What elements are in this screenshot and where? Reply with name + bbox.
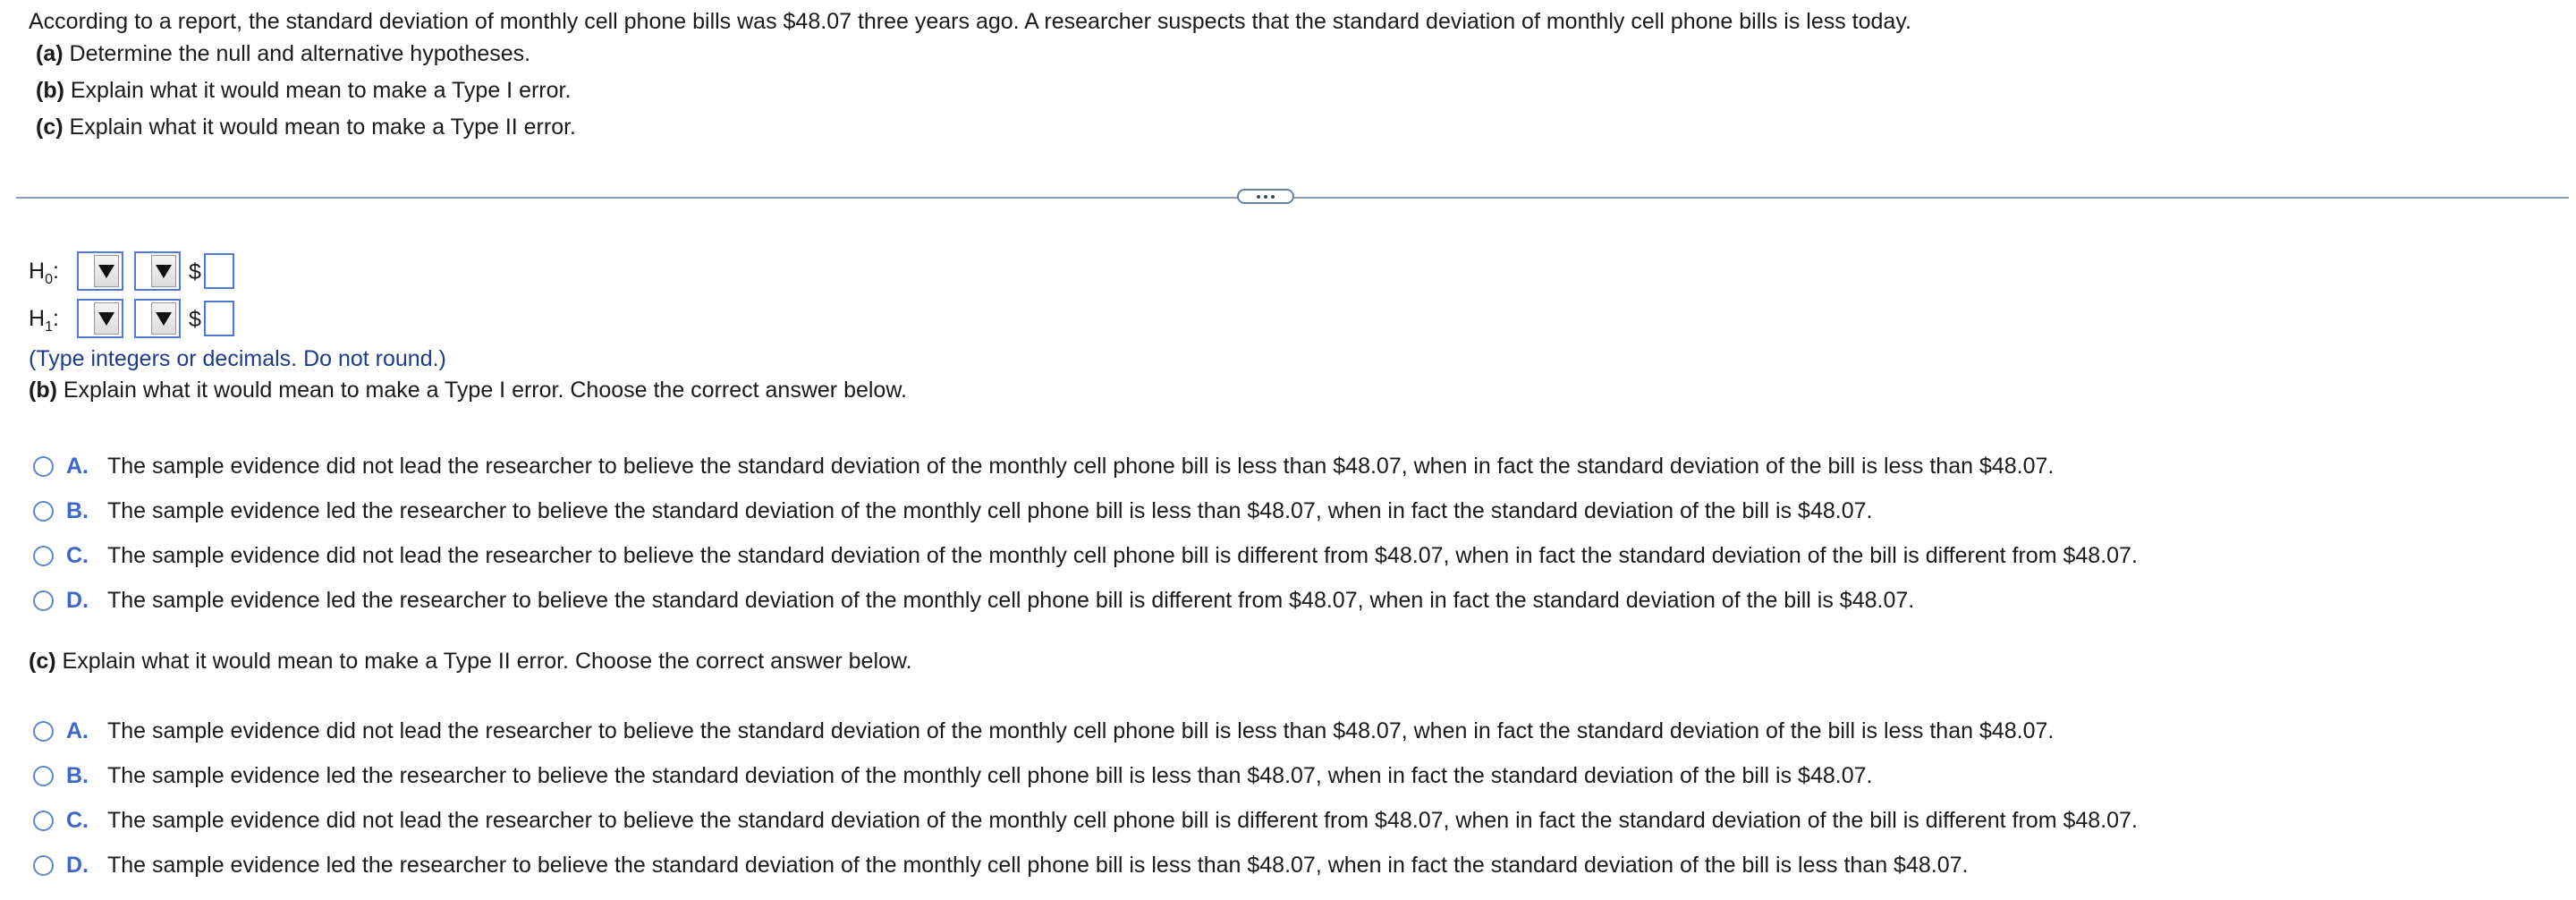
option-c-d-text[interactable]: The sample evidence led the researcher to believe the standard deviation of the monthly cell phone bill is less than $48.07, when in fact the standard deviation of the bill is less than $48.07. [107,853,1969,878]
option-c-b-letter: B. [66,763,89,788]
h1-value-input[interactable] [204,301,234,336]
option-b-c-letter: C. [66,543,89,568]
h0-parameter-dropdown[interactable] [77,251,123,291]
chevron-down-icon [98,312,114,326]
part-a-label: (a) [36,41,64,66]
part-b-text: Explain what it would mean to make a Type I error. [70,78,572,103]
part-b-prompt-label: (b) [29,378,57,403]
radio-c-b[interactable] [33,766,54,786]
option-c-a-text[interactable]: The sample evidence did not lead the researcher to believe the standard deviation of the monthly cell phone bill is less than $48.07, when in fact the standard deviation of the bill is less than $48.07. [107,718,2055,743]
option-b-b-letter: B. [66,498,89,523]
dot-icon [1271,195,1275,199]
h0-currency: $ [189,259,201,284]
radio-b-a[interactable] [33,456,54,477]
option-c-a-letter: A. [66,718,89,743]
option-b-b-text[interactable]: The sample evidence led the researcher to believe the standard deviation of the monthly cell phone bill is less than $48.07, when in fact the standard deviation of the bill is $48.07. [107,498,1873,523]
question-part-b [36,77,571,104]
dropdown-arrow-button[interactable] [94,302,119,335]
question-part-a [36,40,530,67]
h0-value-input[interactable] [204,253,234,289]
chevron-down-icon [98,265,114,278]
input-hint: (Type integers or decimals. Do not round.) [29,346,446,371]
option-b-d-letter: D. [66,588,89,613]
h0-subscript: 0 [45,272,53,287]
radio-b-d[interactable] [33,590,54,611]
radio-b-c[interactable] [33,546,54,566]
option-c-d-letter: D. [66,853,89,878]
chevron-down-icon [156,265,172,278]
h0-operator-dropdown[interactable] [134,251,181,291]
option-b-a-text[interactable]: The sample evidence did not lead the researcher to believe the standard deviation of the monthly cell phone bill is less than $48.07, when in fact the standard deviation of the bill is less than $48.07. [107,454,2055,479]
h1-symbol: H [29,306,46,331]
radio-c-a[interactable] [33,721,54,742]
part-b-prompt [29,377,907,403]
question-part-c [36,114,576,140]
dot-icon [1264,195,1267,199]
h1-label [29,305,59,341]
part-b-label: (b) [36,78,64,103]
h1-operator-dropdown[interactable] [134,299,181,338]
dropdown-arrow-button[interactable] [94,255,119,287]
option-c-b-text[interactable]: The sample evidence led the researcher to believe the standard deviation of the monthly cell phone bill is less than $48.07, when in fact the standard deviation of the bill is $48.07. [107,763,1873,788]
part-b-prompt-text: Explain what it would mean to make a Type I error. Choose the correct answer below. [63,378,907,403]
option-b-a-letter: A. [66,454,89,479]
part-c-prompt-label: (c) [29,649,56,674]
h1-colon: : [52,306,59,331]
part-c-prompt [29,648,912,675]
h0-symbol: H [29,259,46,284]
radio-c-d[interactable] [33,855,54,876]
h0-label [29,258,59,293]
option-c-c-letter: C. [66,808,89,833]
dropdown-arrow-button[interactable] [151,302,176,335]
dot-icon [1257,195,1260,199]
dropdown-arrow-button[interactable] [151,255,176,287]
h1-currency: $ [189,307,201,332]
option-b-d-text[interactable]: The sample evidence led the researcher to believe the standard deviation of the monthly cell phone bill is different from $48.07, when in fact the standard deviation of the bill is $48.07. [107,588,1915,613]
part-c-label: (c) [36,115,64,140]
h1-parameter-dropdown[interactable] [77,299,123,338]
h1-subscript: 1 [45,319,53,335]
part-c-prompt-text: Explain what it would mean to make a Type II error. Choose the correct answer below. [62,649,912,674]
radio-c-c[interactable] [33,811,54,831]
part-a-text: Determine the null and alternative hypotheses. [69,41,531,66]
part-c-text: Explain what it would mean to make a Type II error. [69,115,577,140]
option-b-c-text[interactable]: The sample evidence did not lead the researcher to believe the standard deviation of the monthly cell phone bill is different from $48.07, when in fact the standard deviation of the bill is different from $48.07. [107,543,2138,568]
option-c-c-text[interactable]: The sample evidence did not lead the researcher to believe the standard deviation of the monthly cell phone bill is different from $48.07, when in fact the standard deviation of the bill is different from $48.07. [107,808,2138,833]
h0-colon: : [52,259,59,284]
chevron-down-icon [156,312,172,326]
radio-b-b[interactable] [33,501,54,522]
expand-more-button[interactable] [1237,189,1294,204]
question-intro: According to a report, the standard deviation of monthly cell phone bills was $48.07 three years ago. A researcher suspects that the standard deviation of monthly cell phone bills is less today. [29,9,1911,34]
